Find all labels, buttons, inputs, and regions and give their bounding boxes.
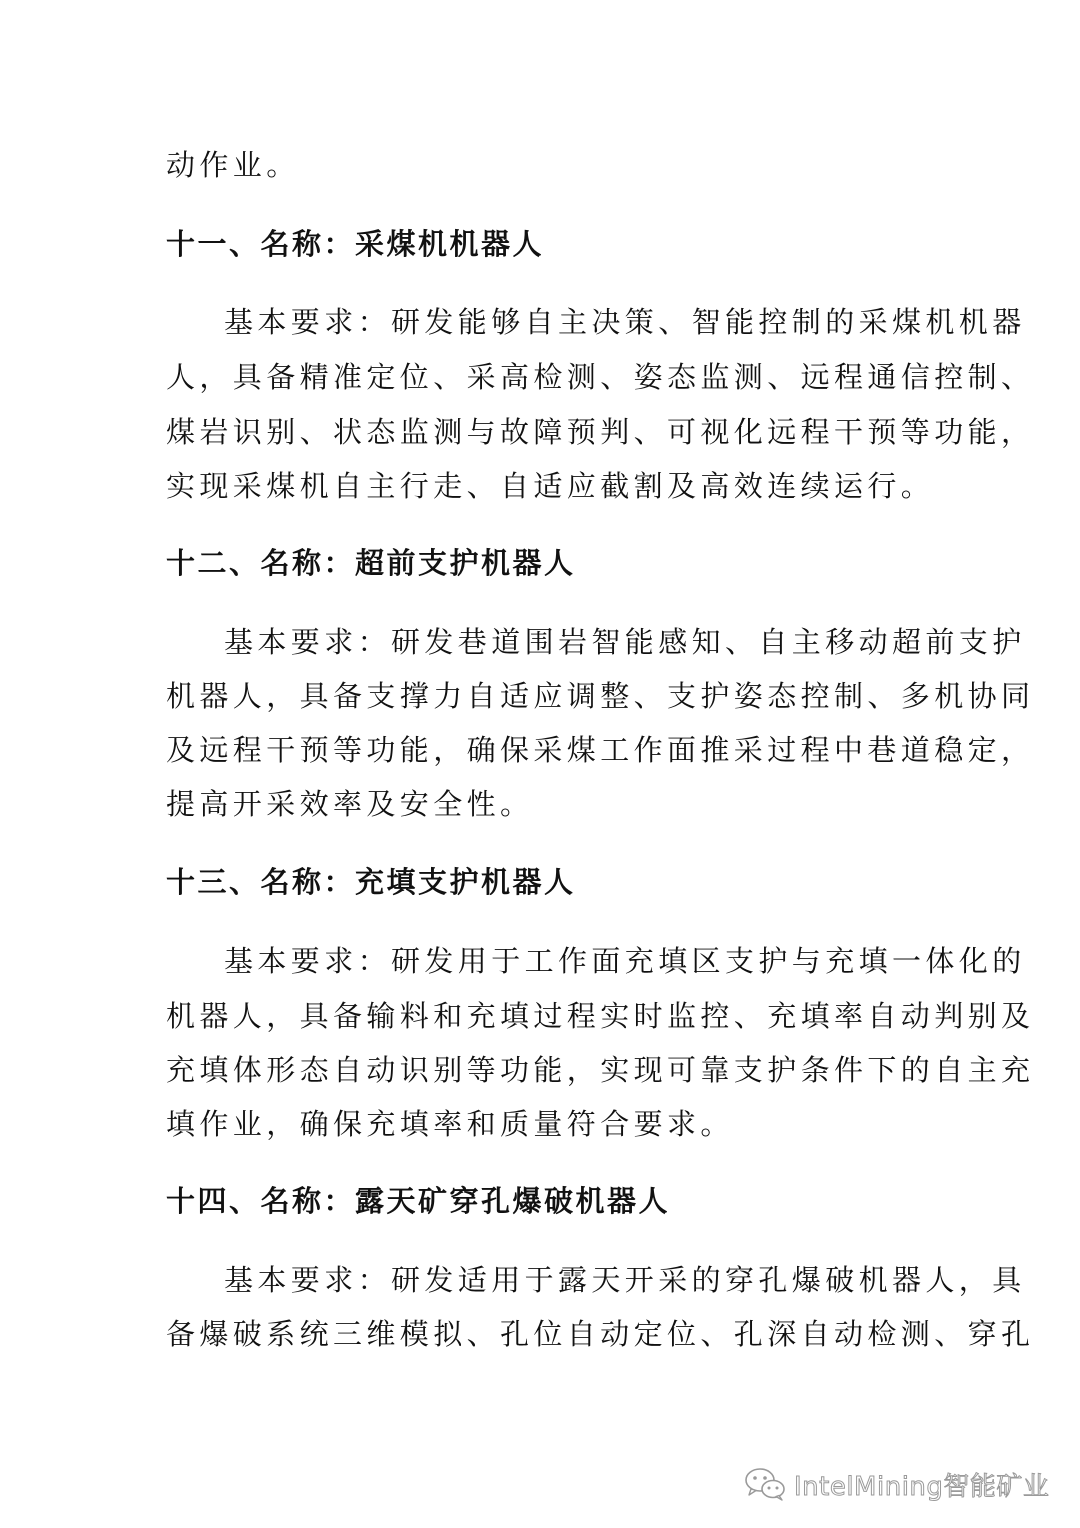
paragraph-line: 人，具备精准定位、采高检测、姿态监测、远程通信控制、 [166, 360, 1035, 394]
paragraph-line: 及远程干预等功能，确保采煤工作面推采过程中巷道稳定， [166, 733, 1035, 767]
section-heading: 十二、名称：超前支护机器人 [166, 546, 576, 580]
section-heading: 十三、名称：充填支护机器人 [166, 865, 576, 899]
section-heading: 十一、名称：采煤机机器人 [166, 227, 545, 261]
section-heading: 十四、名称：露天矿穿孔爆破机器人 [166, 1184, 671, 1218]
paragraph-line: 动作业。 [166, 148, 300, 182]
paragraph-line: 基本要求：研发巷道围岩智能感知、自主移动超前支护 [224, 625, 1026, 659]
paragraph-line: 填作业，确保充填率和质量符合要求。 [166, 1107, 734, 1141]
paragraph-line: 实现采煤机自主行走、自适应截割及高效连续运行。 [166, 469, 935, 503]
paragraph-line: 充填体形态自动识别等功能，实现可靠支护条件下的自主充 [166, 1053, 1035, 1087]
wechat-icon [742, 1464, 788, 1504]
paragraph-line: 基本要求：研发能够自主决策、智能控制的采煤机机器 [224, 305, 1026, 339]
paragraph-line: 基本要求：研发用于工作面充填区支护与充填一体化的 [224, 944, 1026, 978]
paragraph-line: 备爆破系统三维模拟、孔位自动定位、孔深自动检测、穿孔 [166, 1317, 1035, 1351]
paragraph-line: 机器人，具备支撑力自适应调整、支护姿态控制、多机协同 [166, 679, 1035, 713]
paragraph-line: 煤岩识别、状态监测与故障预判、可视化远程干预等功能， [166, 415, 1035, 449]
paragraph-line: 机器人，具备输料和充填过程实时监控、充填率自动判别及 [166, 999, 1035, 1033]
watermark-text: IntelMining智能矿业 [794, 1471, 1050, 1502]
watermark [742, 1462, 1049, 1506]
paragraph-line: 基本要求：研发适用于露天开采的穿孔爆破机器人，具 [224, 1263, 1026, 1297]
paragraph-line: 提高开采效率及安全性。 [166, 787, 534, 821]
